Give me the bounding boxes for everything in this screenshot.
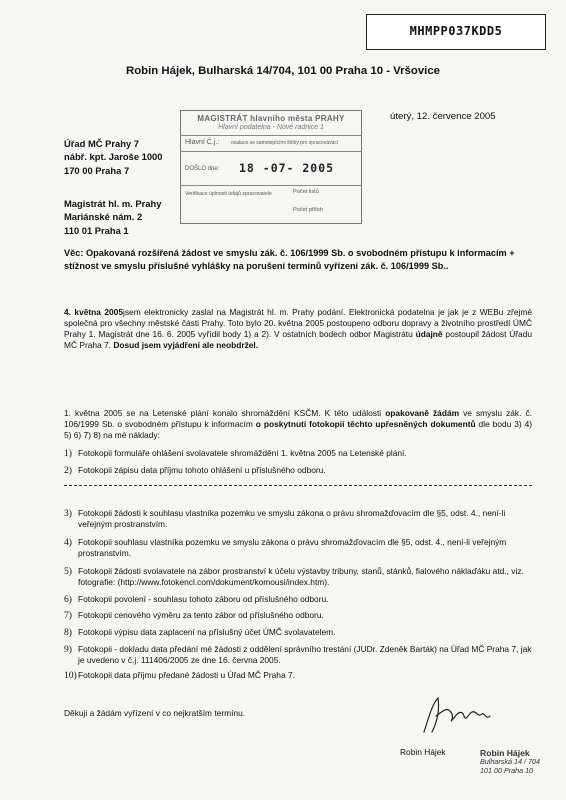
- list-number: 8): [64, 626, 72, 638]
- addressee-block-2: [64, 197, 161, 237]
- p1-text: postoupil žádost Úřadu MČ Praha 7.: [64, 329, 533, 351]
- document-id: MHMPP037KDD5: [366, 14, 546, 50]
- stamp-cj-label: Hlavní Č.j.:: [185, 139, 220, 146]
- signature-name: Robin Hájek: [400, 747, 446, 757]
- list-text: Fotokopii - dokladu data předání mé žádosti z oddělení správního trestání (JUDr. Zdeněk Barták) na Úřad MČ Praha 7, jak je uvedeno v č.j. 111406/2005 ze dne 16. června 2005.: [78, 643, 532, 665]
- list-text: Fotokopii žádosti k souhlasu vlastníka pozemku ve smyslu zákona o právu shromažďovacím dle §5, odst. 4., není-li veřejným prostranstvím.: [78, 508, 506, 530]
- request-list-top: [64, 448, 532, 477]
- list-text: Fotokopii cenového výměru za tento zábor od příslušného odboru.: [78, 610, 324, 621]
- list-number: 5): [64, 566, 72, 578]
- list-number: 9): [64, 643, 72, 655]
- addressee-line: nábř. kpt. Jaroše 1000: [64, 151, 163, 163]
- list-text: Fotokopii formuláře ohlášení svolavatele shromáždění 1. května 2005 na Letenské plání.: [78, 448, 407, 458]
- subject-line: Věc: Opakovaná rozšířená žádost ve smyslu zák. č. 106/1999 Sb. o svobodném přístupu k informacím + stížnost ve smyslu příslušné vyhlášky na porušení termínů vyřízení zák. č. 106/1999 Sb..: [64, 248, 515, 271]
- list-item: [64, 465, 532, 478]
- paragraph-2: [64, 408, 532, 441]
- signature-stamp-line: 101 00 Praha 10: [480, 765, 534, 775]
- p1-date: 4. května 2005: [64, 307, 123, 317]
- list-item: [64, 644, 532, 666]
- p2-emphasis: o poskytnutí fotokopií těchto upřesněných dokumentů: [255, 419, 476, 430]
- list-item: [64, 670, 532, 683]
- list-item: [64, 448, 532, 461]
- list-text: Fotokopii souhlasu vlastníka pozemku ve smyslu zákona o právu shromažďovacím dle §5, odst. 4., není-li veřejným prostranstvím.: [78, 537, 507, 559]
- list-item: [64, 537, 532, 559]
- addressee-line: Mariánské nám. 2: [64, 211, 143, 223]
- stamp-divider: [181, 185, 361, 186]
- stamp-page-count-label: Počet listů: [293, 189, 319, 195]
- addressee-line: 110 01 Praha 1: [64, 224, 129, 236]
- stamp-divider: [181, 151, 361, 152]
- stamp-divider: [181, 135, 361, 136]
- stamp-verification-label: Verifikace úplnosti údajů zpracovatele: [185, 191, 272, 197]
- addressee-line: Magistrát hl. m. Prahy: [64, 198, 162, 209]
- list-number: 3): [64, 508, 72, 519]
- request-list-bottom: [64, 508, 532, 690]
- registry-stamp: [180, 110, 362, 224]
- list-item: [64, 508, 532, 530]
- paragraph-1: [64, 307, 532, 351]
- p2-text: ve smyslu zák. č. 106/1999 Sb. o svobodném přístupu k informacím: [64, 408, 532, 430]
- addressee-block-1: [64, 137, 163, 177]
- sender-header: Robin Hájek, Bulharská 14/704, 101 00 Praha 10 - Vršovice: [125, 65, 441, 77]
- stamp-cj-note: ovalace se samolepícími štítky pro zpracovávací: [231, 140, 339, 146]
- letter-date: úterý, 12. července 2005: [390, 111, 496, 122]
- list-item: [64, 610, 532, 623]
- p2-emphasis: opakovaně žádám: [385, 408, 460, 418]
- list-text: Fotokopii žádosti svolavatele na zábor prostranství k účelu výstavby tribuny, stanů, stánků, fialového náklaďáku atd., viz. fotografie: (http://www.fotokencl.com/dokument/komousi/index.htm).: [78, 566, 524, 588]
- list-number: 4): [64, 537, 72, 549]
- addressee-line: 170 00 Praha 7: [64, 164, 130, 176]
- p2-text: dle bodu 3) 4) 5) 6) 7) 8) na mé náklady:: [64, 419, 533, 441]
- stamp-received-date: 18 -07- 2005: [239, 161, 335, 175]
- list-item: [64, 627, 532, 640]
- stamp-received-label: DOŠLO dne:: [185, 166, 220, 172]
- list-text: Fotokopii data příjmu předané žádosti u Úřad MČ Praha 7.: [78, 669, 295, 680]
- p1-emphasis: údajně: [415, 329, 443, 340]
- signature-stamp-line: Bulharská 14 / 704: [480, 757, 540, 767]
- signature-stamp: [480, 748, 540, 776]
- handwritten-signature: [418, 692, 498, 738]
- list-number: 2): [64, 464, 72, 476]
- p1-text: jsem elektronicky zaslal na Magistrát hl. m. Prahy podání. Elektronická podatelna je jak je z WEBu zřejmé společná pro všechny městské části Prahy. Toto bylo 20. května 2005 postoupeno odboru dopravy a životního prostředí ÚMČ Prahy 1. Magistrát dne 16. 6. 2005 vyřídil body 1) a 2). V ostatních bodech odbor Magistrátu: [64, 307, 532, 340]
- list-item: [64, 594, 532, 607]
- closing-line: Děkuji a žádám vyřízení v co nejkratším termínu.: [64, 708, 246, 718]
- p2-text: 1. května 2005 se na Letenské plání konalo shromáždění KSČM. K této události: [64, 408, 382, 418]
- stamp-title: MAGISTRÁT hlavního města PRAHY: [197, 114, 345, 123]
- signature-stamp-name: Robin Hájek: [480, 748, 530, 758]
- addressee-line: Úřad MČ Prahy 7: [64, 138, 140, 149]
- stamp-attachment-count-label: Počet příloh: [293, 207, 323, 213]
- list-number: 1): [64, 448, 72, 459]
- list-number: 7): [64, 610, 72, 622]
- list-text: Fotokopii povolení - souhlasu tohoto záboru od příslušného odboru.: [78, 593, 329, 604]
- list-text: Fotokopii zápisu data příjmu tohoto ohlášení u příslušného odboru.: [78, 464, 326, 475]
- dashed-separator: [64, 485, 532, 486]
- p1-emphasis: Dosud jsem vyjádření ale neobdržel.: [113, 340, 259, 351]
- list-number: 10): [64, 669, 77, 681]
- list-item: [64, 566, 532, 588]
- list-text: Fotokopii výpisu data zaplacení na příslušný účet ÚMČ svolavatelem.: [78, 626, 336, 637]
- stamp-subtitle: Hlavní podatelna - Nové radnice 1: [218, 124, 324, 131]
- list-number: 6): [64, 593, 72, 605]
